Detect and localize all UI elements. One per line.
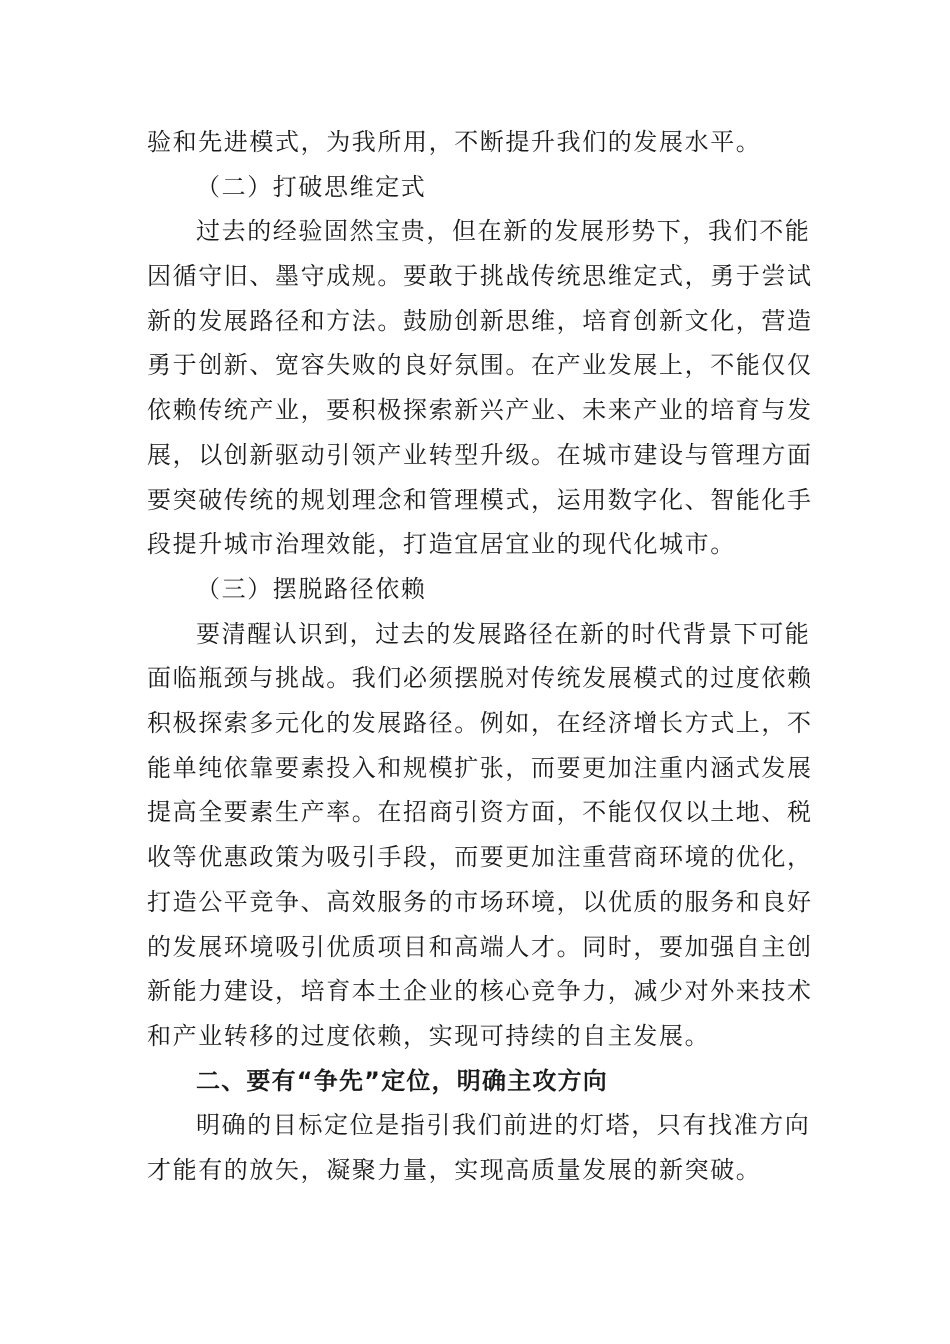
paragraph-line: 积极探索多元化的发展路径。例如，在经济增长方式上，不 — [147, 709, 813, 737]
paragraph-line: 收等优惠政策为吸引手段，而要更加注重营商环境的优化， — [147, 843, 813, 871]
paragraph-line: 和产业转移的过度依赖，实现可持续的自主发展。 — [147, 1022, 711, 1050]
paragraph-line: 验和先进模式，为我所用，不断提升我们的发展水平。 — [147, 128, 762, 156]
paragraph-line: 要突破传统的规划理念和管理模式，运用数字化、智能化手 — [147, 486, 813, 514]
paragraph-line: 段提升城市治理效能，打造宜居宜业的现代化城市。 — [147, 530, 736, 558]
paragraph-line: 勇于创新、宽容失败的良好氛围。在产业发展上，不能仅仅 — [147, 351, 813, 379]
paragraph-line: 因循守旧、墨守成规。要敢于挑战传统思维定式，勇于尝试 — [147, 262, 813, 290]
paragraph-line: 要清醒认识到，过去的发展路径在新的时代背景下可能 — [196, 620, 811, 648]
paragraph-line: 新的发展路径和方法。鼓励创新思维，培育创新文化，营造 — [147, 307, 813, 335]
section-heading: （三）摆脱路径依赖 — [196, 575, 427, 603]
paragraph-line: 的发展环境吸引优质项目和高端人才。同时，要加强自主创 — [147, 933, 813, 961]
paragraph-line: 明确的目标定位是指引我们前进的灯塔，只有找准方向 — [196, 1111, 811, 1139]
paragraph-line: 能单纯依靠要素投入和规模扩张，而要更加注重内涵式发展 — [147, 754, 813, 782]
paragraph-line: 提高全要素生产率。在招商引资方面，不能仅仅以土地、税 — [147, 798, 813, 826]
chapter-heading: 二、要有“争先”定位，明确主攻方向 — [196, 1067, 608, 1095]
paragraph-line: 展，以创新驱动引领产业转型升级。在城市建设与管理方面 — [147, 441, 813, 469]
paragraph-line: 过去的经验固然宝贵，但在新的发展形势下，我们不能 — [196, 217, 811, 245]
paragraph-line: 新能力建设，培育本土企业的核心竞争力，减少对外来技术 — [147, 977, 813, 1005]
paragraph-line: 面临瓶颈与挑战。我们必须摆脱对传统发展模式的过度依赖 — [147, 664, 813, 692]
section-heading: （二）打破思维定式 — [196, 173, 427, 201]
paragraph-line: 依赖传统产业，要积极探索新兴产业、未来产业的培育与发 — [147, 396, 813, 424]
paragraph-line: 打造公平竞争、高效服务的市场环境，以优质的服务和良好 — [147, 888, 813, 916]
paragraph-line: 才能有的放矢，凝聚力量，实现高质量发展的新突破。 — [147, 1156, 762, 1184]
